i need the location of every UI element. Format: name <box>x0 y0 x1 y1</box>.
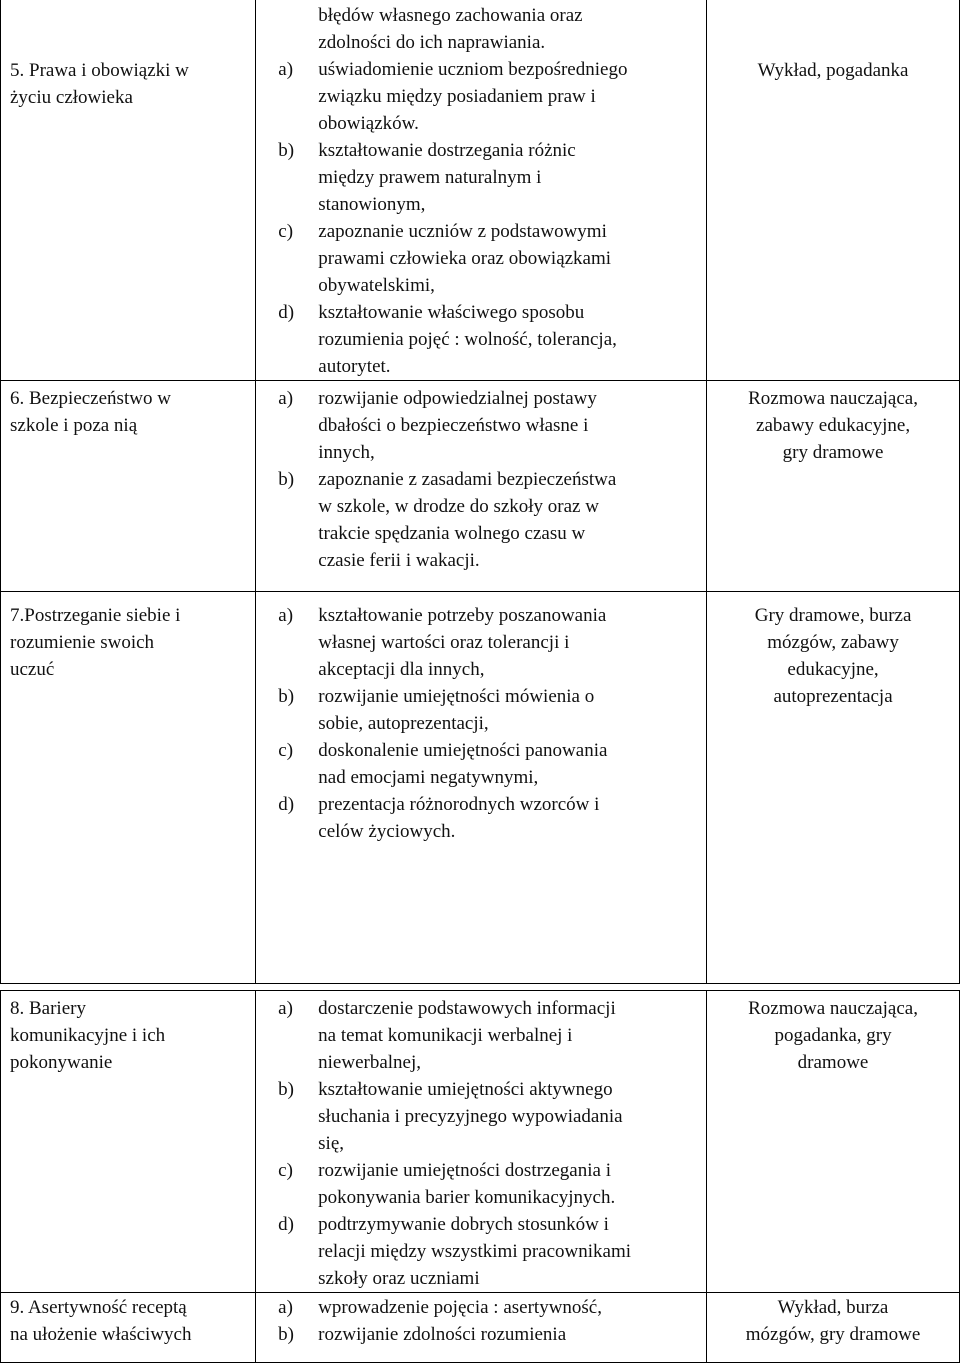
list-item: b) kształtowanie umiejętności aktywnego słuchania i precyzyjnego wypowiadania się, <box>278 1079 623 1154</box>
topic-title: 6. Bezpieczeństwo w szkole i poza nią <box>10 388 171 436</box>
method-cell <box>707 991 960 1293</box>
list-item: c) rozwijanie umiejętności dostrzegania i pokonywania barier komunikacyjnych. <box>278 1160 616 1208</box>
list-item: a) dostarczenie podstawowych informacji na temat komunikacji werbalnej i niewerbalnej, <box>278 998 616 1073</box>
topic-title: 8. Bariery komunikacyjne i ich pokonywanie <box>10 998 166 1073</box>
list-item: b) zapoznanie z zasadami bezpieczeństwa w szkole, w drodze do szkoły oraz w trakcie spędzania wolnego czasu w czasie ferii i wakacji. <box>278 469 617 571</box>
topic-title: 7.Postrzeganie siebie i rozumienie swoich uczuć <box>10 605 181 680</box>
table-row <box>1 991 960 1293</box>
topic-cell <box>1 1293 256 1363</box>
objectives-cell <box>256 991 707 1293</box>
topic-cell <box>1 991 256 1293</box>
method-text: Wykład, burza mózgów, gry dramowe <box>745 1297 921 1345</box>
list-item: d) prezentacja różnorodnych wzorców i celów życiowych. <box>278 794 600 842</box>
curriculum-table-2 <box>0 990 960 1363</box>
method-text: Rozmowa nauczająca, zabawy edukacyjne, gry dramowe <box>748 388 918 463</box>
method-text: Rozmowa nauczająca, pogadanka, gry dramowe <box>748 998 918 1073</box>
objectives-cell <box>256 592 707 984</box>
table-row <box>1 592 960 984</box>
table-row <box>1 0 960 61</box>
list-item: a) uświadomienie uczniom bezpośredniego związku między posiadaniem praw i obowiązków. <box>278 59 628 134</box>
topic-cell <box>1 592 256 984</box>
method-text: Gry dramowe, burza mózgów, zabawy edukacyjne, autoprezentacja <box>754 605 912 707</box>
objectives-cell <box>256 1293 707 1363</box>
list-item: d) kształtowanie właściwego sposobu rozumienia pojęć : wolność, tolerancja, autorytet. <box>278 302 617 377</box>
list-item: a) kształtowanie potrzeby poszanowania własnej wartości oraz tolerancji i akceptacji dla innych, <box>278 605 607 680</box>
continuation-text: błędów własnego zachowania oraz zdolności do ich naprawiania. <box>318 5 583 53</box>
method-cell <box>707 0 960 381</box>
table-row <box>1 1293 960 1363</box>
method-cell <box>707 592 960 984</box>
method-cell <box>707 1293 960 1363</box>
topic-title: 5. Prawa i obowiązki w życiu człowieka <box>10 60 189 108</box>
topic-title: 9. Asertywność receptą na ułożenie właściwych <box>10 1297 192 1345</box>
table-row <box>1 381 960 592</box>
list-item: d) podtrzymywanie dobrych stosunków i relacji między wszystkimi pracownikami szkoły oraz uczniami <box>278 1214 632 1289</box>
list-item: b) rozwijanie zdolności rozumienia <box>278 1324 567 1345</box>
list-item: a) wprowadzenie pojęcia : asertywność, <box>278 1297 602 1318</box>
topic-cell <box>1 381 256 592</box>
method-cell <box>707 381 960 592</box>
list-item: b) kształtowanie dostrzegania różnic między prawem naturalnym i stanowionym, <box>278 140 576 215</box>
list-item: b) rozwijanie umiejętności mówienia o sobie, autoprezentacji, <box>278 686 595 734</box>
objectives-cell <box>256 0 707 381</box>
method-text: Wykład, pogadanka <box>757 60 909 81</box>
list-item: c) zapoznanie uczniów z podstawowymi prawami człowieka oraz obowiązkami obywatelskimi, <box>278 221 612 296</box>
topic-cell <box>1 0 256 381</box>
objectives-cell <box>256 381 707 592</box>
list-item: c) doskonalenie umiejętności panowania nad emocjami negatywnymi, <box>278 740 608 788</box>
list-item: a) rozwijanie odpowiedzialnej postawy dbałości o bezpieczeństwo własne i innych, <box>278 388 597 463</box>
